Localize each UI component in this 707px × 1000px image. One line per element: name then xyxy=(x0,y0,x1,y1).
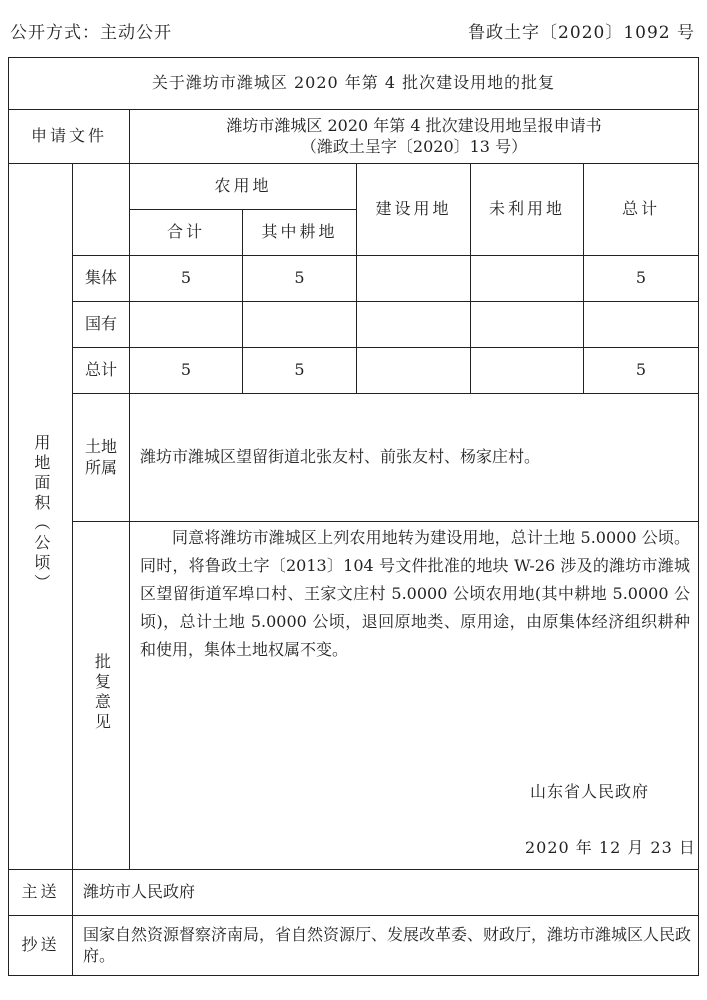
col-agri-arable: 其中耕地 xyxy=(243,210,357,256)
table-row xyxy=(9,348,699,394)
application-label: 申请文件 xyxy=(9,110,130,164)
row-label: 集体 xyxy=(73,256,130,302)
area-label xyxy=(9,164,73,870)
cell-construction xyxy=(357,302,471,348)
opinion-label xyxy=(73,522,130,870)
area-label-text: 用地面积（公顷） xyxy=(31,433,51,594)
cc-value: 国家自然资源督察济南局，省自然资源厅、发展改革委、财政厅，潍坊市潍城区人民政府。 xyxy=(73,916,699,976)
ownership-label xyxy=(73,394,130,522)
cell-agri-arable: 5 xyxy=(243,348,357,394)
application-line-1: 潍坊市潍城区 2020 年第 4 批次建设用地呈报申请书 xyxy=(226,115,602,135)
cell-agri-total xyxy=(130,302,243,348)
cell-agri-total: 5 xyxy=(130,348,243,394)
table-row xyxy=(9,256,699,302)
opinion-content xyxy=(130,522,699,870)
opinion-text: 同意将潍坊市潍城区上列农用地转为建设用地，总计土地 5.0000 公顷。 同时，将鲁政土字〔2013〕104 号文件批准的地块 W-26 涉及的潍坊市潍城区望留街道军埠口村、王家文庄村 5.0000 公顷农用地(其中耕地 5.0000 公顷)，总计土地 5.0000 公顷，退回原地类、原用途，由原集体经济组织耕种和使用，集体土地权属不变。 xyxy=(140,528,690,659)
approval-table xyxy=(8,57,699,976)
area-corner-cell xyxy=(73,164,130,256)
ownership-label-1: 土地 xyxy=(84,436,117,456)
opinion-label-text: 批复意见 xyxy=(92,652,112,733)
document-number: 鲁政土字〔2020〕1092 号 xyxy=(468,23,695,43)
cell-agri-arable xyxy=(243,302,357,348)
col-agri: 农用地 xyxy=(130,164,357,210)
cell-total: 5 xyxy=(584,348,699,394)
row-label: 国有 xyxy=(73,302,130,348)
send-to-value: 潍坊市人民政府 xyxy=(73,870,699,916)
disclosure-method: 公开方式：主动公开 xyxy=(10,23,172,43)
signature-date: 2020 年 12 月 23 日 xyxy=(525,838,696,857)
application-document xyxy=(130,110,699,164)
cc-label: 抄送 xyxy=(9,916,73,976)
signature-org: 山东省人民政府 xyxy=(530,782,650,801)
cell-construction xyxy=(357,256,471,302)
cell-total: 5 xyxy=(584,256,699,302)
cell-agri-arable: 5 xyxy=(243,256,357,302)
cell-unused xyxy=(471,256,584,302)
table-row xyxy=(9,302,699,348)
ownership-value: 潍坊市潍城区望留街道北张友村、前张友村、杨家庄村。 xyxy=(130,394,699,522)
cell-unused xyxy=(471,348,584,394)
col-agri-total: 合计 xyxy=(130,210,243,256)
cell-construction xyxy=(357,348,471,394)
cell-unused xyxy=(471,302,584,348)
cell-total xyxy=(584,302,699,348)
col-total: 总计 xyxy=(584,164,699,256)
application-line-2: （潍政土呈字〔2020〕13 号） xyxy=(300,136,528,156)
row-label: 总计 xyxy=(73,348,130,394)
document-title: 关于潍坊市潍城区 2020 年第 4 批次建设用地的批复 xyxy=(9,58,699,110)
col-construction: 建设用地 xyxy=(357,164,471,256)
col-unused: 未利用地 xyxy=(471,164,584,256)
ownership-label-2: 所属 xyxy=(84,457,117,477)
send-to-label: 主送 xyxy=(9,870,73,916)
cell-agri-total: 5 xyxy=(130,256,243,302)
